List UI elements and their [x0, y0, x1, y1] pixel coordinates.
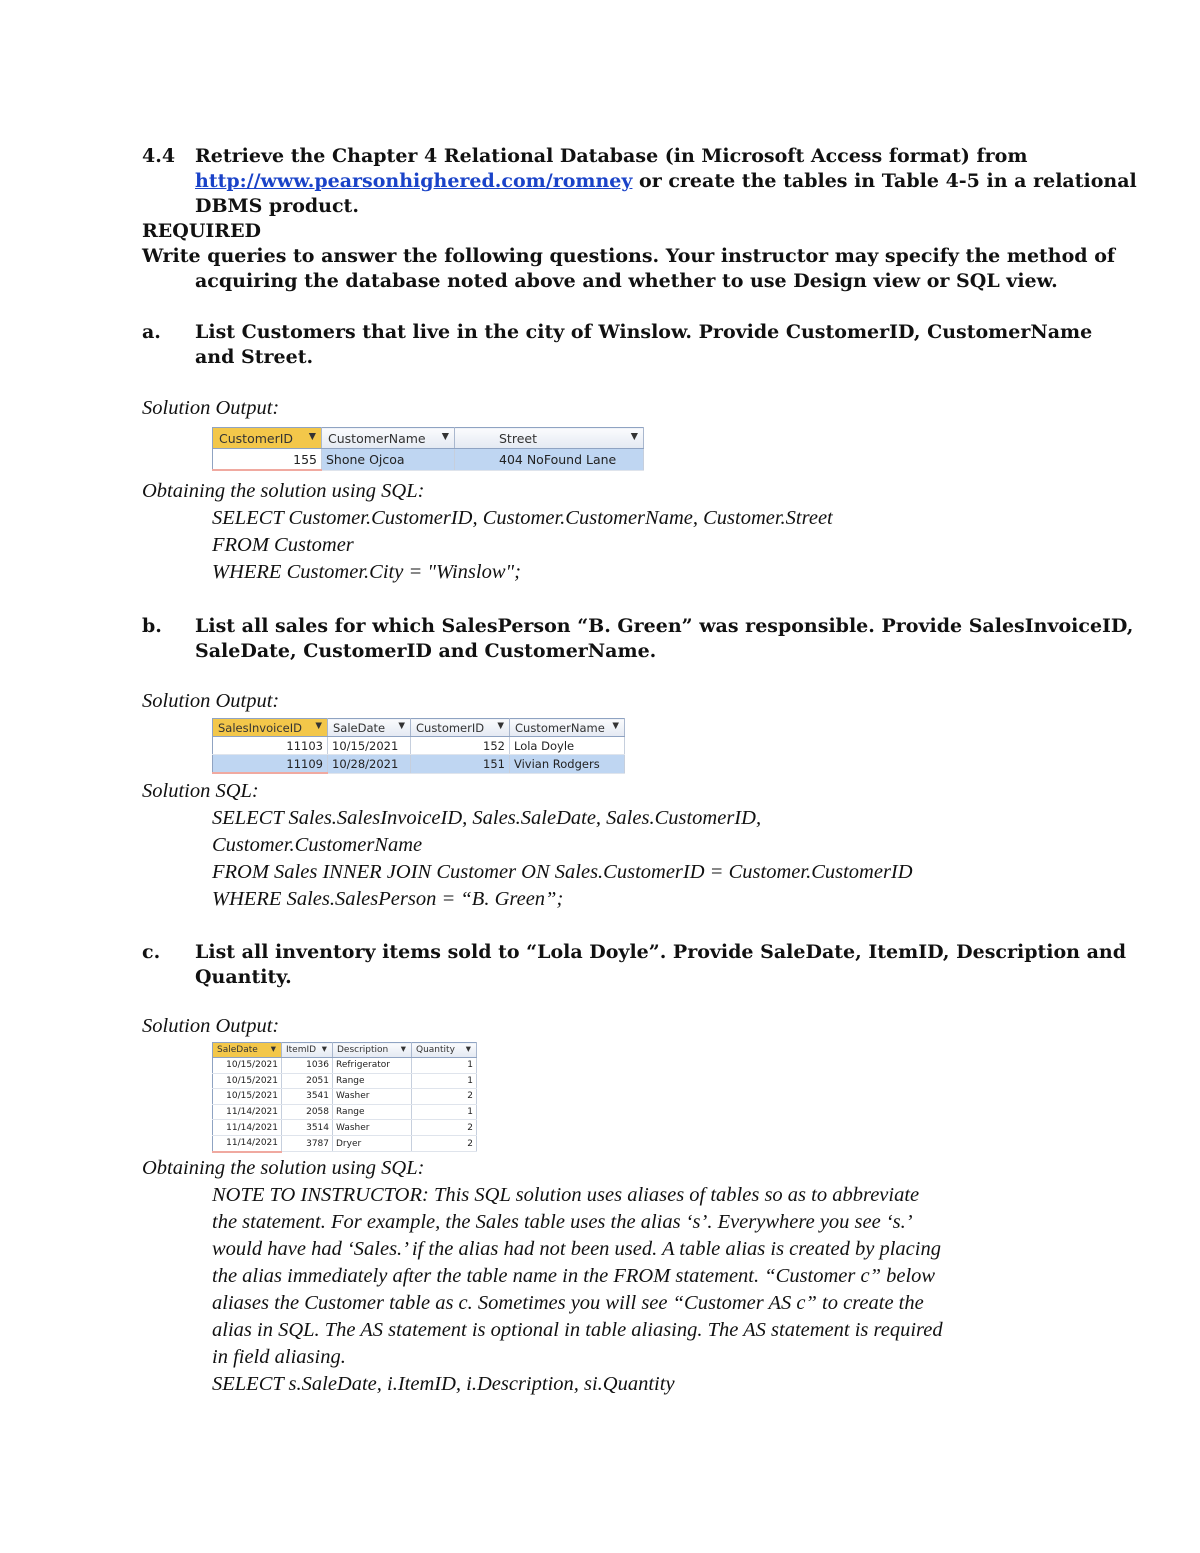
part-c-letter: c.: [142, 941, 161, 963]
dropdown-arrow-icon[interactable]: ▼: [630, 430, 638, 442]
table-row[interactable]: [213, 737, 625, 755]
table-header[interactable]: CustomerName ▼: [510, 719, 625, 737]
table-header[interactable]: SaleDate ▼: [328, 719, 411, 737]
table-cell[interactable]: 11/14/2021: [213, 1120, 282, 1136]
problem-number: 4.4: [142, 145, 176, 167]
dropdown-arrow-icon[interactable]: ▼: [612, 720, 619, 731]
table-cell[interactable]: Range: [333, 1073, 412, 1089]
table-header[interactable]: Quantity ▼: [412, 1043, 477, 1058]
table-cell[interactable]: 2: [412, 1089, 477, 1105]
table-cell[interactable]: 155: [213, 449, 322, 471]
table-row[interactable]: [213, 1120, 477, 1136]
part-b-letter: b.: [142, 615, 162, 637]
dropdown-arrow-icon[interactable]: ▼: [321, 1045, 327, 1053]
table-row[interactable]: [213, 449, 644, 471]
table-header[interactable]: Description ▼: [333, 1043, 412, 1058]
table-header[interactable]: ItemID ▼: [282, 1043, 333, 1058]
part-a-line-1: List Customers that live in the city of Winslow. Provide CustomerID, CustomerName: [195, 321, 1093, 343]
part-b-sql-label: Solution SQL:: [142, 780, 259, 802]
part-c-output-label: Solution Output:: [142, 1015, 280, 1037]
part-a-sql-label: Obtaining the solution using SQL:: [142, 480, 425, 502]
table-header[interactable]: CustomerID ▼: [213, 428, 322, 449]
part-b-line-2: SaleDate, CustomerID and CustomerName.: [195, 640, 657, 662]
table-cell[interactable]: Vivian Rodgers: [510, 755, 625, 774]
table-cell[interactable]: 10/15/2021: [213, 1073, 282, 1089]
part-b-output-label: Solution Output:: [142, 690, 280, 712]
part-c-sql-label: Obtaining the solution using SQL:: [142, 1157, 425, 1179]
table-cell[interactable]: 11103: [213, 737, 328, 755]
table-row[interactable]: [213, 1073, 477, 1089]
table-header[interactable]: CustomerName ▼: [322, 428, 455, 449]
dropdown-arrow-icon[interactable]: ▼: [308, 430, 316, 442]
part-b-sql-line: SELECT Sales.SalesInvoiceID, Sales.SaleDate, Sales.CustomerID,: [212, 807, 762, 829]
problem-line-2: [195, 169, 1137, 194]
result-table-a: [212, 427, 644, 471]
table-cell[interactable]: 10/15/2021: [213, 1058, 282, 1074]
table-cell[interactable]: 10/15/2021: [213, 1089, 282, 1105]
required-line-1: Write queries to answer the following questions. Your instructor may specify the method of: [142, 245, 1116, 267]
part-a-sql-line: SELECT Customer.CustomerID, Customer.CustomerName, Customer.Street: [212, 507, 833, 529]
problem-line-1: Retrieve the Chapter 4 Relational Database (in Microsoft Access format) from: [195, 145, 1028, 167]
instructor-note-line: in field aliasing.: [212, 1346, 346, 1368]
table-cell[interactable]: 11109: [213, 755, 328, 774]
table-cell[interactable]: 1: [412, 1058, 477, 1074]
dropdown-arrow-icon[interactable]: ▼: [315, 720, 322, 731]
problem-line-2-rest: or create the tables in Table 4-5 in a relational: [632, 170, 1137, 192]
table-cell[interactable]: 404 NoFound Lane: [455, 449, 644, 471]
table-cell[interactable]: 151: [411, 755, 510, 774]
table-cell[interactable]: 1036: [282, 1058, 333, 1074]
part-c-line-1: List all inventory items sold to “Lola Doyle”. Provide SaleDate, ItemID, Description and: [195, 941, 1126, 963]
table-cell[interactable]: 1: [412, 1104, 477, 1120]
part-c-sql-line: SELECT s.SaleDate, i.ItemID, i.Description, si.Quantity: [212, 1373, 675, 1395]
table-header[interactable]: CustomerID ▼: [411, 719, 510, 737]
table-cell[interactable]: 2: [412, 1135, 477, 1151]
table-cell[interactable]: 2: [412, 1120, 477, 1136]
table-cell[interactable]: Dryer: [333, 1135, 412, 1151]
part-b-line-1: List all sales for which SalesPerson “B. Green” was responsible. Provide SalesInvoiceID,: [195, 615, 1134, 637]
table-row[interactable]: [213, 1104, 477, 1120]
part-a-sql-line: FROM Customer: [212, 534, 354, 556]
table-cell[interactable]: 10/28/2021: [328, 755, 411, 774]
dropdown-arrow-icon[interactable]: ▼: [497, 720, 504, 731]
part-c-line-2: Quantity.: [195, 966, 292, 988]
table-cell[interactable]: Shone Ojcoa: [322, 449, 455, 471]
dropdown-arrow-icon[interactable]: ▼: [441, 430, 449, 442]
table-cell[interactable]: Range: [333, 1104, 412, 1120]
part-b-sql-line: FROM Sales INNER JOIN Customer ON Sales.CustomerID = Customer.CustomerID: [212, 861, 913, 883]
dropdown-arrow-icon[interactable]: ▼: [465, 1045, 471, 1053]
database-link[interactable]: http://www.pearsonhighered.com/romney: [195, 170, 633, 192]
instructor-note-line: would have had ‘Sales.’ if the alias had not been used. A table alias is created by placing: [212, 1238, 941, 1260]
table-cell[interactable]: 3787: [282, 1135, 333, 1151]
table-header[interactable]: SalesInvoiceID ▼: [213, 719, 328, 737]
instructor-note-line: NOTE TO INSTRUCTOR: This SQL solution uses aliases of tables so as to abbreviate: [212, 1184, 920, 1206]
table-cell[interactable]: Washer: [333, 1120, 412, 1136]
table-row[interactable]: [213, 1089, 477, 1105]
table-cell[interactable]: Refrigerator: [333, 1058, 412, 1074]
table-cell[interactable]: 3541: [282, 1089, 333, 1105]
result-table-c: [212, 1042, 477, 1153]
instructor-note-line: the alias immediately after the table name in the FROM statement. “Customer c” below: [212, 1265, 936, 1287]
table-cell[interactable]: 11/14/2021: [213, 1104, 282, 1120]
instructor-note-line: alias in SQL. The AS statement is optional in table aliasing. The AS statement is required: [212, 1319, 943, 1341]
part-b-sql-line: Customer.CustomerName: [212, 834, 423, 856]
dropdown-arrow-icon[interactable]: ▼: [400, 1045, 406, 1053]
instructor-note-line: aliases the Customer table as c. Sometimes you will see “Customer AS c” to create the: [212, 1292, 924, 1314]
dropdown-arrow-icon[interactable]: ▼: [270, 1045, 276, 1053]
table-cell[interactable]: 10/15/2021: [328, 737, 411, 755]
dropdown-arrow-icon[interactable]: ▼: [398, 720, 405, 731]
table-header[interactable]: SaleDate ▼: [213, 1043, 282, 1058]
part-a-sql-line: WHERE Customer.City = "Winslow";: [212, 561, 521, 583]
table-row[interactable]: [213, 1058, 477, 1074]
instructor-note-line: the statement. For example, the Sales table uses the alias ‘s’. Everywhere you see ‘s.’: [212, 1211, 913, 1233]
part-a-line-2: and Street.: [195, 346, 314, 368]
table-header[interactable]: Street ▼: [455, 428, 644, 449]
part-a-output-label: Solution Output:: [142, 397, 280, 419]
result-table-b: [212, 718, 625, 774]
table-cell[interactable]: Lola Doyle: [510, 737, 625, 755]
table-cell[interactable]: 2058: [282, 1104, 333, 1120]
part-a-letter: a.: [142, 321, 161, 343]
part-b-sql-line: WHERE Sales.SalesPerson = “B. Green”;: [212, 888, 564, 910]
table-cell[interactable]: 2051: [282, 1073, 333, 1089]
required-line-2: acquiring the database noted above and whether to use Design view or SQL view.: [195, 270, 1058, 292]
table-cell[interactable]: Washer: [333, 1089, 412, 1105]
problem-line-3: DBMS product.: [195, 195, 359, 217]
table-row[interactable]: [213, 755, 625, 774]
table-cell[interactable]: 11/14/2021: [213, 1135, 282, 1151]
required-heading: REQUIRED: [142, 220, 262, 242]
table-cell[interactable]: 152: [411, 737, 510, 755]
table-cell[interactable]: 1: [412, 1073, 477, 1089]
table-cell[interactable]: 3514: [282, 1120, 333, 1136]
table-row[interactable]: [213, 1135, 477, 1151]
